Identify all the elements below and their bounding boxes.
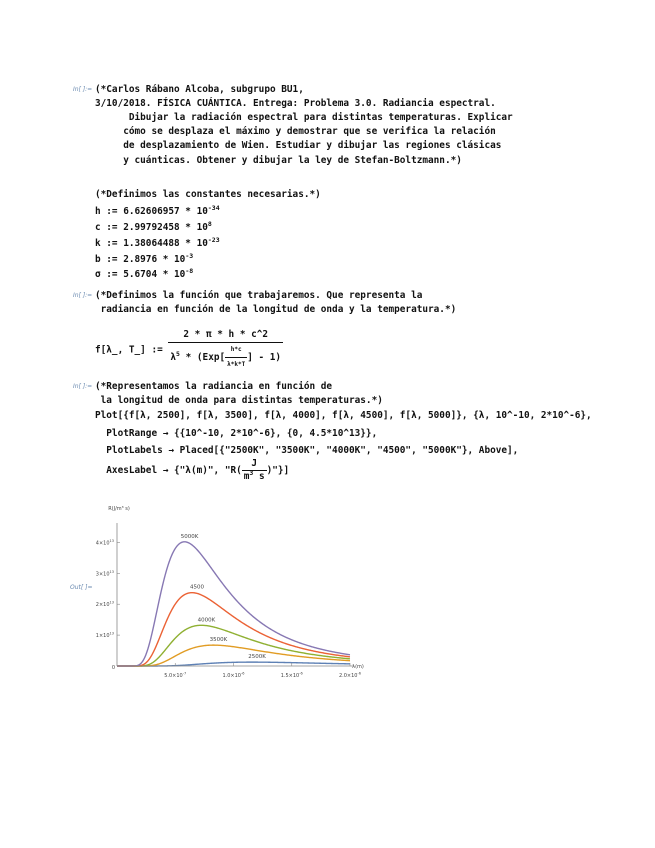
curve-4000K [117,625,350,666]
curve-2500K [117,662,350,666]
y-tick-label-zero: 0 [111,665,115,671]
comment-line: (*Carlos Rábano Alcoba, subgrupo BU1, [95,84,304,95]
comment-line: cómo se desplaza el máximo y demostrar que se verifica la relación [95,126,496,137]
x-axis-label: λ(m) [352,664,364,670]
output-label: Out[ ]= [70,584,93,591]
curve-label-2500K: 2500K [248,654,266,661]
input-label: In[ ]:= [73,292,93,299]
x-tick-label: $1.0\times 10^{-6}$ [222,671,245,679]
comment-line: (*Definimos las constantes necesarias.*) [95,189,321,200]
function-definition[interactable]: f[λ_, T_] := 2 * π * h * c^2 $\lambda^5 * (Exp$[ $\frac{h*c}{\lambda*k*T}$ ] - 1) [95,329,282,368]
y-tick-label: $3\times 10^{13}$ [95,569,114,578]
input-label: In[ ]:= [73,86,93,93]
curve-label-4000K: 4000K [197,617,216,624]
input-label: In[ ]:= [73,383,93,390]
comment-line: (*Representamos la radiancia en función de [95,381,333,392]
plot-code-line[interactable]: PlotLabels → Placed[{"2500K", "3500K", "4000K", "4500", "5000K"}, Above], [95,445,519,456]
y-axis-label: R(J/m³ s) [108,506,130,512]
comment-line: radiancia en función de la longitud de onda y la temperatura.*) [95,304,457,315]
constant-c[interactable]: c := $2.99792458 * 10^8$ [95,220,212,233]
comment-line: y cuánticas. Obtener y dibujar la ley de Stefan-Boltzmann.*) [95,155,462,166]
x-tick-label: $5.0\times 10^{-7}$ [164,671,187,679]
curve-label-5000K: 5000K [180,533,199,540]
x-tick-label: $2.0\times 10^{-6}$ [338,671,362,679]
comment-line: (*Definimos la función que trabajaremos. Que representa la [95,290,423,301]
curve-label-4500: 4500 [190,584,205,591]
x-tick-label: $1.5\times 10^{-6}$ [280,671,303,679]
y-tick-label: $1\times 10^{13}$ [95,631,114,640]
curve-label-3500K: 3500K [209,637,228,644]
constant-h[interactable]: h := $6.62606957 * 10^{-34}$ [95,204,220,217]
comment-line: de desplazamiento de Wien. Estudiar y dibujar las regiones clásicas [95,140,502,151]
curve-5000K [117,542,350,666]
comment-line: 3/10/2018. FÍSICA CUÁNTICA. Entrega: Problema 3.0. Radiancia espectral. [95,98,496,109]
constant-b[interactable]: b := $2.8976 * 10^{-3}$ [95,252,194,265]
y-tick-label: $4\times 10^{13}$ [95,538,114,547]
plot-code-line[interactable]: PlotRange → {{10^-10, 2*10^-6}, {0, 4.5*10^13}}, [95,428,378,439]
comment-line: Dibujar la radiación espectral para distintas temperaturas. Explicar [95,112,513,123]
comment-line: la longitud de onda para distintas temperaturas.*) [95,395,383,406]
y-tick-label: $2\times 10^{13}$ [95,600,114,609]
curve-3500K [117,645,350,666]
constant-k[interactable]: k := $1.38064488 * 10^{-23}$ [95,236,220,249]
plot-code-line[interactable]: AxesLabel → {"λ(m)", "R( $\frac{J}{m^3 s}$ )"}] [95,458,290,482]
curve-4500 [117,593,350,666]
plot-code-line[interactable]: Plot[{f[λ, 2500], f[λ, 3500], f[λ, 4000], f[λ, 4500], f[λ, 5000]}, {λ, 10^-10, 2*10^-6}, [95,410,592,421]
constant-sigma[interactable]: σ := $5.6704 * 10^{-8}$ [95,267,194,280]
